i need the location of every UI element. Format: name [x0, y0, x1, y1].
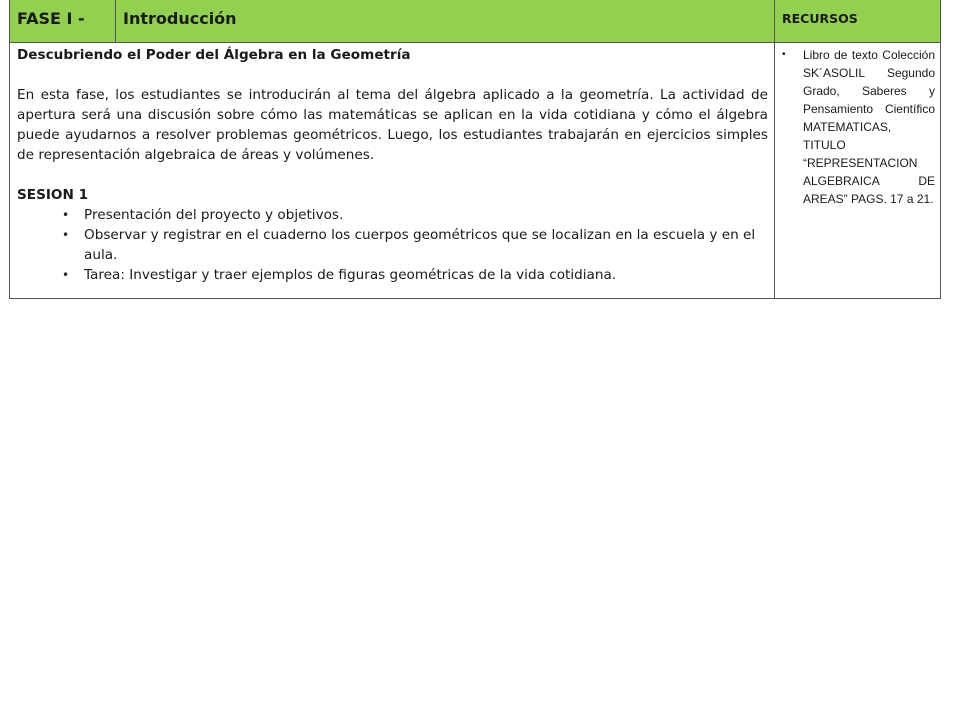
intro-paragraph: En esta fase, los estudiantes se introducirán al tema del álgebra aplicado a la geometría. La actividad de apertura será una discusión sobre cómo las matemáticas se aplican en la vida cotidiana y cómo el álgebra puede ayudarnos a resolver problemas geométricos. Luego, los estudiantes trabajarán en ejercicios simples de representación algebraica de áreas y volúmenes.: [17, 87, 768, 163]
bullet-icon: •: [62, 268, 70, 282]
list-item: [62, 265, 768, 285]
resources-cell: [775, 43, 940, 298]
bullet-icon: •: [62, 208, 70, 222]
phase-title: Introducción: [116, 0, 775, 42]
activity-text: Tarea: Investigar y traer ejemplos de figuras geométricas de la vida cotidiana.: [84, 267, 617, 283]
resources-header: RECURSOS: [775, 0, 940, 42]
bullet-icon: •: [782, 49, 786, 60]
list-item: [62, 205, 768, 225]
phase-label: FASE I -: [10, 0, 116, 42]
lesson-plan-table: [9, 0, 941, 299]
list-item: [62, 225, 768, 265]
activity-text: Presentación del proyecto y objetivos.: [84, 207, 344, 223]
resource-text: Libro de texto Colección SK´ASOLIL Segundo Grado, Saberes y Pensamiento Científico MATEMATICAS, TITULO “REPRESENTACION ALGEBRAICA DE AREAS” PAGS. 17 a 21.: [803, 48, 935, 206]
phase-content-cell: [10, 43, 775, 298]
table-header-row: [10, 0, 940, 43]
resource-item: [782, 46, 935, 208]
bullet-icon: •: [62, 228, 70, 242]
session-title: SESION 1: [17, 187, 89, 203]
content-heading: Descubriendo el Poder del Álgebra en la Geometría: [17, 47, 411, 63]
activity-list: [17, 205, 768, 285]
activity-text: Observar y registrar en el cuaderno los cuerpos geométricos que se localizan en la escuela y en el aula.: [84, 227, 756, 263]
